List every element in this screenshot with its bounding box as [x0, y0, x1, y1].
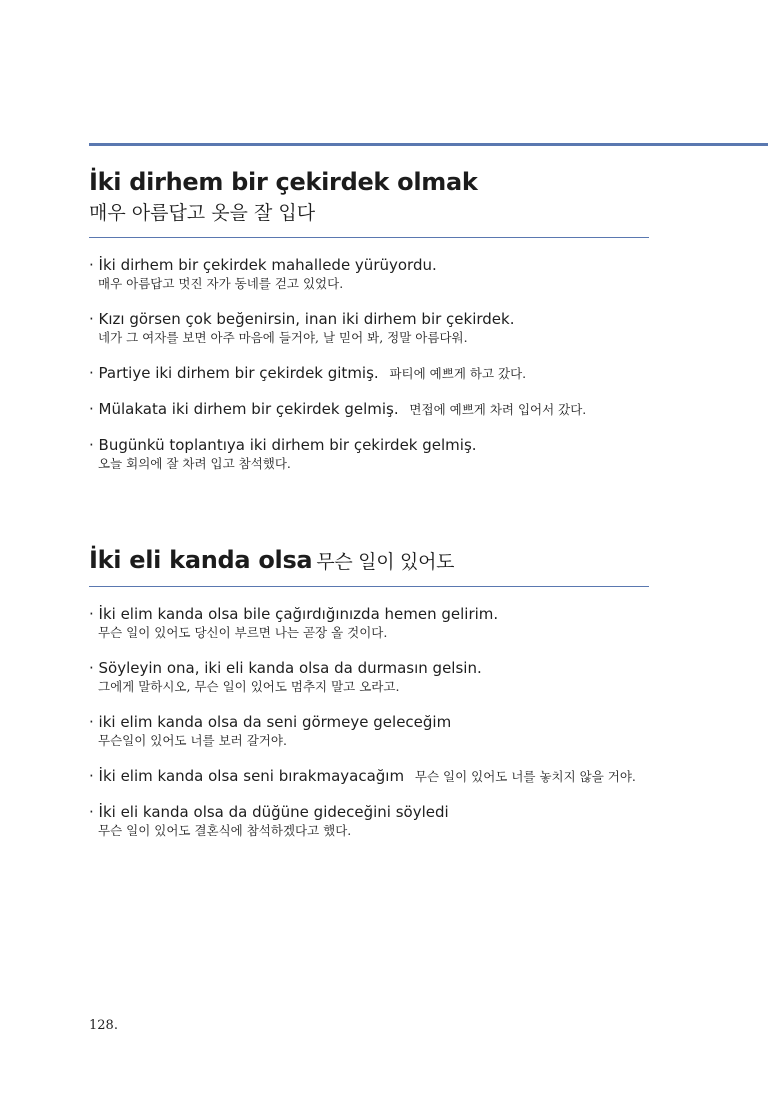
idiom-meaning: 매우 아름답고 옷을 잘 입다 [89, 202, 316, 224]
example-item [89, 364, 649, 383]
example-korean: 그에게 말하시오, 무슨 일이 있어도 멈추지 말고 오라고. [98, 679, 400, 694]
example-korean: 무슨 일이 있어도 너를 놓치지 않을 거야. [414, 769, 636, 784]
example-item [89, 605, 649, 642]
example-item [89, 659, 649, 696]
example-turkish: · Mülakata iki dirhem bir çekirdek gelmiş. [89, 400, 399, 418]
example-turkish: · İki dirhem bir çekirdek mahallede yürüyordu. [89, 256, 437, 274]
example-korean: 파티에 예쁘게 하고 갔다. [389, 366, 527, 381]
example-korean: 무슨 일이 있어도 당신이 부르면 나는 곧장 올 것이다. [98, 625, 388, 640]
top-rule [89, 143, 768, 146]
example-turkish: · İki eli kanda olsa da düğüne gideceğini söyledi [89, 803, 449, 821]
example-item [89, 400, 649, 419]
idiom-meaning: 무슨 일이 있어도 [316, 551, 455, 573]
example-korean: 무슨일이 있어도 너를 보러 갈거야. [98, 733, 287, 748]
page-number: 128. [89, 1018, 118, 1033]
example-list [89, 605, 649, 840]
idiom-section-1 [89, 168, 649, 490]
idiom-section-2 [89, 546, 649, 857]
example-list [89, 256, 649, 473]
idiom-title: İki dirhem bir çekirdek olmak [89, 168, 478, 196]
example-item [89, 713, 649, 750]
example-turkish: · İki elim kanda olsa seni bırakmayacağım [89, 767, 405, 785]
example-turkish: · Söyleyin ona, iki eli kanda olsa da durmasın gelsin. [89, 659, 482, 677]
idiom-title-line [89, 546, 649, 574]
example-korean: 무슨 일이 있어도 결혼식에 참석하겠다고 했다. [98, 823, 352, 838]
example-turkish: · Partiye iki dirhem bir çekirdek gitmiş. [89, 364, 379, 382]
example-turkish: · iki elim kanda olsa da seni görmeye geleceğim [89, 713, 452, 731]
example-item [89, 256, 649, 293]
example-item [89, 436, 649, 473]
example-turkish: · Kızı görsen çok beğenirsin, inan iki dirhem bir çekirdek. [89, 310, 515, 328]
example-korean: 네가 그 여자를 보면 아주 마음에 들거야, 날 믿어 봐, 정말 아름다워. [98, 330, 468, 345]
example-item [89, 803, 649, 840]
example-item [89, 310, 649, 347]
example-turkish: · İki elim kanda olsa bile çağırdığınızda hemen gelirim. [89, 605, 499, 623]
example-turkish: · Bugünkü toplantıya iki dirhem bir çekirdek gelmiş. [89, 436, 477, 454]
section-divider [89, 586, 649, 587]
section-divider [89, 237, 649, 238]
idiom-title: İki eli kanda olsa [89, 546, 313, 574]
example-korean: 매우 아름답고 멋진 자가 동네를 걷고 있었다. [98, 276, 344, 291]
example-korean: 면접에 예쁘게 차려 입어서 갔다. [409, 402, 587, 417]
example-item [89, 767, 649, 786]
example-korean: 오늘 회의에 잘 차려 입고 참석했다. [98, 456, 291, 471]
